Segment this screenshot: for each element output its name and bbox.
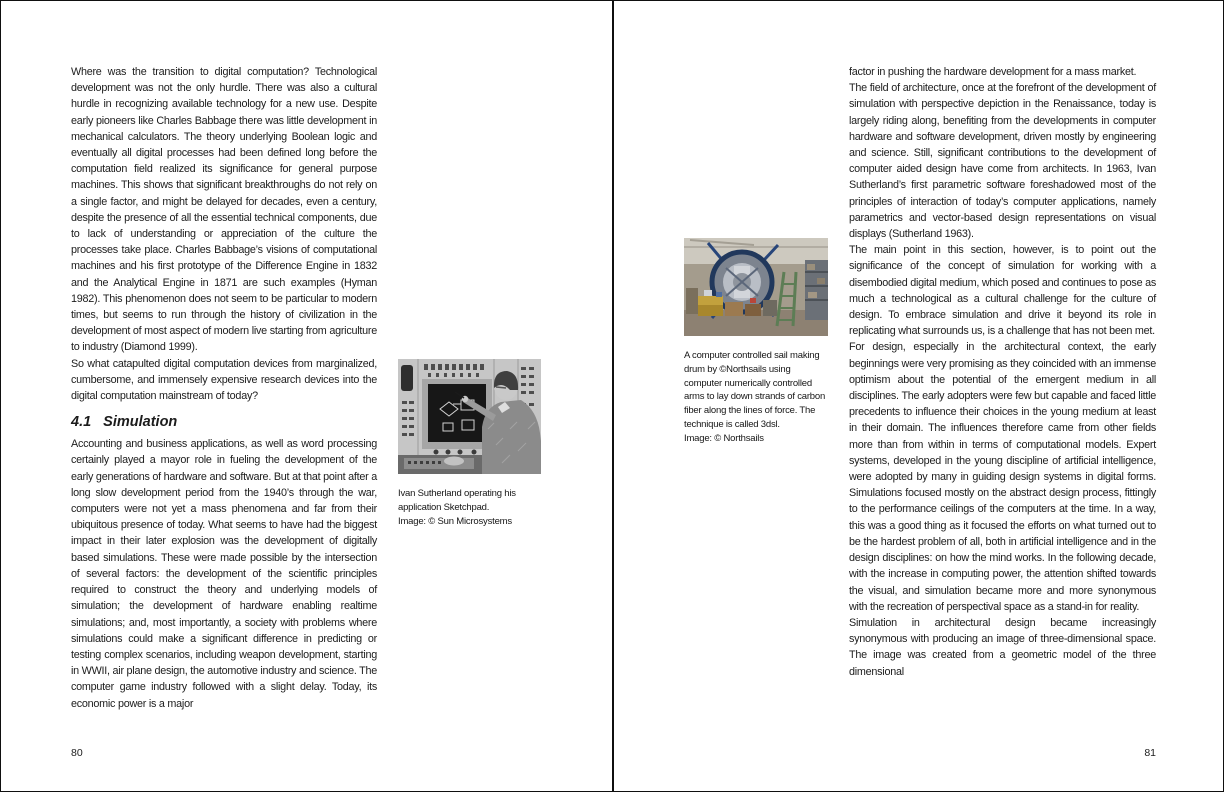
right-page-text-column [849, 64, 1156, 680]
paragraph: factor in pushing the hardware development for a mass market. [849, 66, 1137, 78]
ivan-sutherland-sketchpad-photo [398, 359, 541, 474]
paragraph: So what catapulted digital computation devices from marginalized, cumbersome, and immensely expensive research devices into the digital computation mainstream of today? [71, 357, 377, 403]
figure-caption [398, 487, 541, 528]
page-divider [612, 1, 614, 792]
paragraph: Where was the transition to digital computation? Technological development was not the only hurdle. There was also a cultural hurdle in recognizing available technology for a new use. Despite early pioneers like Charles Babbage there was little development in mechanical calculators. The theory underlying Boolean logic and eventually all digital processes had been defined long before the computation field realized its significance for general purpose machines. This shows that significant breakthroughs do not rely on a single factor, and might be delayed for decades, even a century, despite the presence of all the essential technical components, due to lack of understanding or appreciation of the culture the processes take place. Charles Babbage’s visions of computational machines and his first prototype of the Difference Engine in 1832 and the Analytical Engine in 1871 are such examples (Hyman 1982). This phenomenon does not seem to be particular to modern times, but seems to run through the history of civilization in the development of most aspect of modern live starting from agriculture to industry (Diamond 1999). [71, 66, 377, 354]
northsails-sail-making-drum-photo [684, 238, 828, 336]
figure-sketchpad [398, 359, 541, 528]
section-title: Simulation [103, 414, 178, 431]
figure-sail-drum [684, 238, 828, 446]
page-number-right: 81 [1144, 747, 1156, 759]
page-number-left: 80 [71, 747, 83, 759]
paragraph: Accounting and business applications, as well as word processing certainly played a mayor role in fueling the development of the early generations of hardware and software. But at that point after a long slow development period from the 1940’s through the war, computers were not yet a mass phenomena and far from their ubiquitous presence of today. What seems to have had the biggest impact in their later explosion was the development of digitally based simulations. These were made possible by the intersection of several factors: the development of the scientific principles required to construct the theory and underlying models of simulation; the development of hardware enabling realtime simulations; and, most importantly, a society with problems where simulations could make a significant difference in predicting or testing complex scenarios, including weapon development, starting in WWII, air plane design, the automotive industry and science. The computer game industry followed with a slight delay. Today, its economic power is a major [71, 438, 377, 710]
section-number: 4.1 [71, 414, 92, 431]
figure-credit: Image: © Northsails [684, 432, 764, 444]
figure-caption-text: A computer controlled sail making drum by ©Northsails using computer numerically controlled arms to lay down strands of carbon fiber along the lines of force. The technique is called 3dsl. [684, 350, 826, 430]
paragraph: For design, especially in the architectural context, the early beginnings were very promising as they coincided with an immense optimism about the potential of the emergent medium in all disciplines. The early adopters were few but capable and faced little precedents to influence their choices in the young medium at least in their domain. The influences therefore came from other fields more than from within in terms of computational models. Expert systems, developed in the young discipline of artificial intelligence, were adopted by many in guiding design systems in digital forms. Simulations focused mostly on the abstract design process, fittingly to the performance ceilings of the computers at the time. In a way, this was a good thing as it focused the efforts on what turned out to be the hardest problem of all, both in artificial intelligence and in the design disciplines: on how the mind works. In the following decade, with the increase in computing power, the attention shifted towards the visual, and simulation became more and more synonymous with the recreation of perspectival space as a stand-in for reality. [849, 341, 1156, 613]
figure-caption-text: Ivan Sutherland operating his application Sketchpad. [398, 488, 516, 513]
left-page-text-column [71, 64, 377, 712]
figure-credit: Image: © Sun Microsystems [398, 515, 512, 527]
paragraph: The main point in this section, however, is to point out the significance of the concept of simulation for working with a disembodied digital medium, which posed and continues to pose as much a technological as a cultural challenge for the culture of design. To embrace simulation and drive it beyond its role in replicating what surrounds us, is a challenge that has not been met. [849, 244, 1156, 338]
section-heading [71, 413, 377, 431]
paragraph: Simulation in architectural design became increasingly synonymous with producing an image of three-dimensional space. The image was created from a geometric model of the three dimensional [849, 616, 1156, 678]
figure-caption [684, 349, 828, 446]
paragraph: The field of architecture, once at the forefront of the development of simulation with perspective depiction in the Renaissance, today is largely riding along, benefiting from the developments in computer hardware and software development, driven mostly by engineering and science. Still, significant contributions to the development of computer aided design have come from architects. In 1963, Ivan Sutherland’s first parametric software foreshadowed most of the principles of interaction of today’s computer applications, namely parametrics and vector-based design representations on visual displays (Sutherland 1963). [849, 82, 1156, 241]
